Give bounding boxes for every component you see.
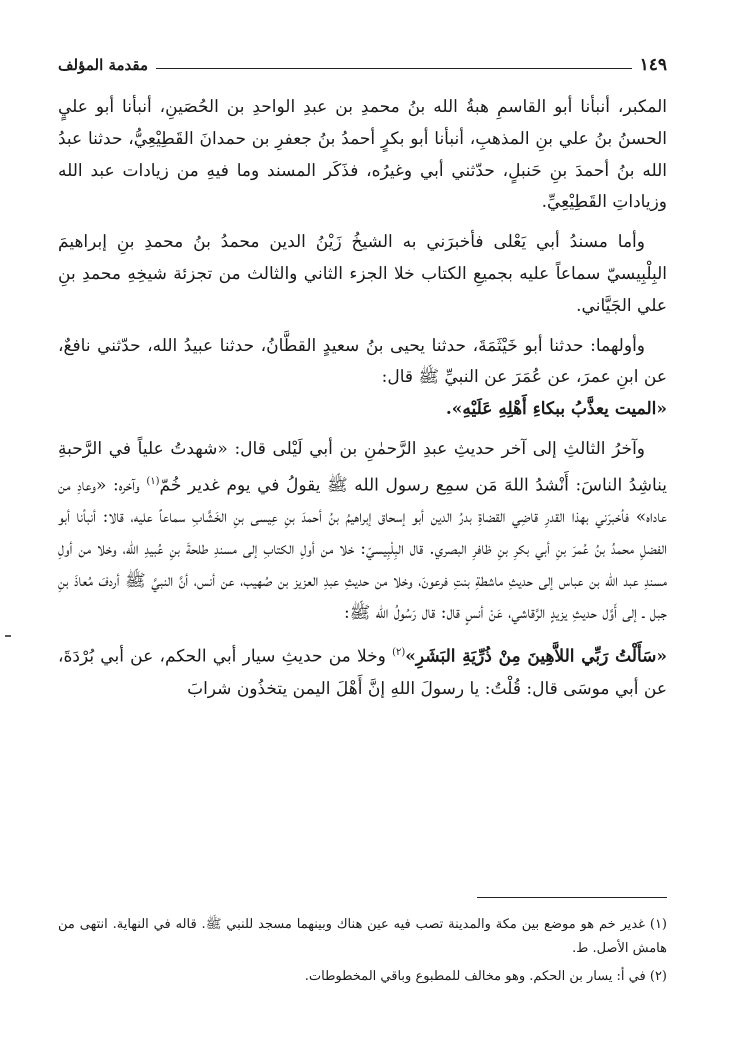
hadith-quote-1: «الميت يعذَّبُ ببكاءِ أَهْلِهِ عَلَيْهِ». <box>445 399 667 420</box>
footnote-1: (١) غدير خم هو موضع بين مكة والمدينة تصب فيه عين هناك وبينهما مسجد للنبي ﷺ. قاله في النهاية. انتهى من هامش الأصل. ط. <box>58 917 667 956</box>
page-number: ١٤٩ <box>639 55 667 75</box>
footnote-ref-2[interactable]: (٢) <box>392 647 406 659</box>
paragraph-4 <box>58 434 667 629</box>
footnotes <box>58 913 667 993</box>
paragraph-4-text-b: وآخره: «وعادِ من عاداه» فأخبرَني بهذا القدرِ قاضِي القضاةِ بدرُ الدين أبو إسحاق إبراهيمُ بنُ أحمدَ بنِ عِيسى بنِ الخَشَّابِ سماعاً عليه، قالا: أنبأنا أبو الفضلِ محمدُ بنُ عُمرَ بنِ أبي بكرِ بنِ ظافرِ البصري. قال البِلْبِيسيّ: خلا من أولِ الكتابِ إلى مسندِ طلحةَ بنِ عُبيدِ الله، وخلا من أولِ مسندِ عبد الله بن عباس إلى حديثِ ماشطةِ بنتِ فرعونَ، وخلا من حديثِ عبدِ العزيز بن صُهيب، عن أنس، أنَّ النبيَّ ﷺ أردفَ مُعاذَ بنِ جبل ـ إلى أَوَّل حديثِ يزيدٍ الرَّقاشي، عَنْ أنسٍ قال: قال رَسُولُ الله ﷺ: <box>58 475 667 623</box>
paragraph-3 <box>58 331 667 426</box>
header-rule <box>156 68 632 69</box>
footnote-ref-1[interactable]: (١) <box>146 475 160 487</box>
margin-mark <box>5 635 11 637</box>
main-text <box>58 92 667 714</box>
footnote-rule <box>477 897 667 898</box>
paragraph-5-text: وخلا من حديثِ سيار أبي الحكم، عن أبي بُرْدَةَ، عن أبي موسَى قال: قُلْتُ: يا رسولَ اللهِ إنَّ أَهْلَ اليمن يتخذُون شرابَ <box>58 647 667 699</box>
paragraph-4-text-a: وآخرُ الثالثِ إلى آخر حديثِ عبدِ الرَّحمٰنِ بن أبي لَيْلى قال: «شهدتُ علياً في الرَّحبةِ يناشِدُ الناسَ: أَنْشدُ اللهَ مَن سمِع رسول الله ﷺ يقولُ في يوم غدير خُمّ <box>58 438 667 496</box>
paragraph-2: وأما مسندُ أبي يَعْلى فأخبرَني به الشيخُ زَيْنُ الدين محمدُ بنُ محمدِ بنِ إبراهيمَ البِلْبِيسيّ سماعاً عليه بجميعِ الكتاب خلا الجزء الثاني والثالث من تجزئة شيخِهِ محمدِ بنِ علي الجَيَّاني. <box>58 232 667 316</box>
running-title: مقدمة المؤلف <box>58 56 149 74</box>
page-header <box>58 52 667 78</box>
footnote-2: (٢) في أ: يسار بن الحكم. وهو مخالف للمطبوع وباقي المخطوطات. <box>304 969 667 984</box>
paragraph-3-text: وأولهما: حدثنا أبو خَيْثَمَةَ، حدثنا يحيى بنُ سعيدٍ القطَّانُ، حدثنا عبيدُ الله، حدّثني نافعٌ، عن ابنِ عمرَ، عن عُمَرَ عن النبيِّ ﷺ قال: <box>58 335 667 388</box>
hadith-quote-2: «سَأَلْتُ رَبِّي اللاَّهِينَ مِنْ ذُرِّيَةِ البَشَرِ» <box>405 647 667 668</box>
paragraph-5 <box>58 637 667 705</box>
paragraph-1: المكبر، أنبأنا أبو القاسمِ هبةُ الله بنُ محمدِ بن عبدِ الواحدِ بن الحُصَينِ، أنبأنا أبو عليٍ الحسنُ بنُ علي بنِ المذهبِ، أنبأنا أبو بكرٍ أحمدُ بنُ جعفرِ بن حمدانَ القَطِيْعِيُّ، حدثنا عبدُ الله بنُ أحمدَ بنِ حَنبلٍ، حدّثني أبي وغيرُه، فذَكَر المسند وما فيهِ من زيادات عبد الله وزياداتِ القَطِيْعِيِّ. <box>58 97 668 213</box>
